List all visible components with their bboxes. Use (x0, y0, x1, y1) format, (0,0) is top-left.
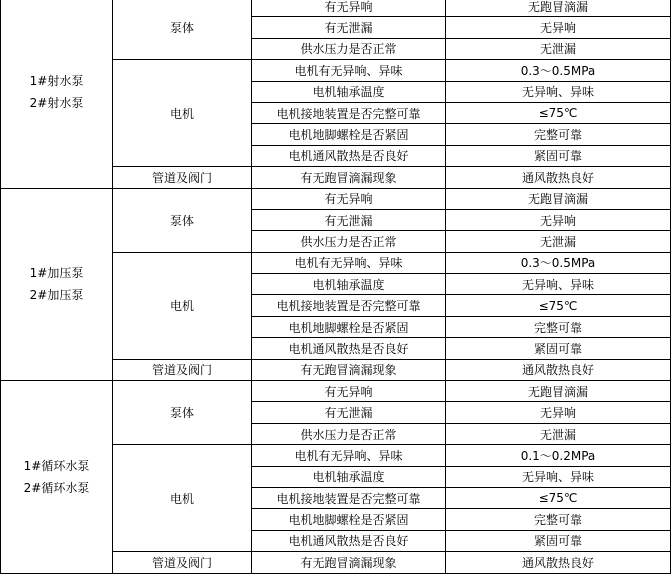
item-cell: 电机有无异响、异味 (252, 60, 446, 81)
equipment-cell (1, 0, 113, 188)
standard-cell: 无泄漏 (446, 231, 671, 252)
component-cell: 管道及阀门 (113, 167, 252, 188)
component-cell: 泵体 (113, 0, 252, 60)
item-cell: 供水压力是否正常 (252, 423, 446, 444)
equipment-label: 1#加压泵 (29, 266, 84, 281)
item-cell: 有无异响 (252, 188, 446, 209)
item-cell: 电机轴承温度 (252, 274, 446, 295)
equipment-label: 1#循环水泵 (23, 458, 90, 473)
standard-cell: 完整可靠 (446, 124, 671, 145)
standard-cell: 通风散热良好 (446, 359, 671, 380)
component-cell: 泵体 (113, 381, 252, 445)
table-row (1, 0, 671, 17)
item-cell: 电机接地装置是否完整可靠 (252, 102, 446, 123)
item-cell: 电机轴承温度 (252, 466, 446, 487)
equipment-cell (1, 188, 113, 381)
standard-cell: 紧固可靠 (446, 338, 671, 359)
item-cell: 电机轴承温度 (252, 81, 446, 102)
standard-cell: 无跑冒滴漏 (446, 188, 671, 209)
item-cell: 有无泄漏 (252, 17, 446, 38)
standard-cell: 无泄漏 (446, 38, 671, 59)
standard-cell: ≤75℃ (446, 487, 671, 508)
item-cell: 供水压力是否正常 (252, 231, 446, 252)
standard-cell: 无异响、异味 (446, 274, 671, 295)
standard-cell: 0.1～0.2MPa (446, 445, 671, 466)
item-cell: 电机通风散热是否良好 (252, 530, 446, 551)
equipment-label: 2#循环水泵 (23, 480, 90, 495)
standard-cell: 无异响 (446, 209, 671, 230)
equipment-cell (1, 381, 113, 574)
standard-cell: 通风散热良好 (446, 167, 671, 188)
standard-cell: 无异响、异味 (446, 466, 671, 487)
standard-cell: 紧固可靠 (446, 145, 671, 166)
item-cell: 电机通风散热是否良好 (252, 338, 446, 359)
standard-cell: 无异响 (446, 402, 671, 423)
standard-cell: 通风散热良好 (446, 552, 671, 573)
item-cell: 有无泄漏 (252, 402, 446, 423)
standard-cell: ≤75℃ (446, 295, 671, 316)
item-cell: 电机地脚螺栓是否紧固 (252, 316, 446, 337)
item-cell: 有无跑冒滴漏现象 (252, 552, 446, 573)
table-row (1, 381, 671, 402)
item-cell: 电机接地装置是否完整可靠 (252, 295, 446, 316)
standard-cell: 无跑冒滴漏 (446, 0, 671, 17)
equipment-label: 2#加压泵 (29, 288, 84, 303)
item-cell: 有无跑冒滴漏现象 (252, 167, 446, 188)
item-cell: 电机地脚螺栓是否紧固 (252, 124, 446, 145)
component-cell: 管道及阀门 (113, 359, 252, 380)
standard-cell: ≤75℃ (446, 102, 671, 123)
standard-cell: 完整可靠 (446, 316, 671, 337)
item-cell: 电机接地装置是否完整可靠 (252, 487, 446, 508)
component-cell: 电机 (113, 252, 252, 359)
standard-cell: 0.3～0.5MPa (446, 252, 671, 273)
standard-cell: 无异响、异味 (446, 81, 671, 102)
standard-cell: 无跑冒滴漏 (446, 381, 671, 402)
component-cell: 管道及阀门 (113, 552, 252, 573)
item-cell: 有无异响 (252, 381, 446, 402)
standard-cell: 完整可靠 (446, 509, 671, 530)
item-cell: 电机有无异响、异味 (252, 445, 446, 466)
component-cell: 电机 (113, 60, 252, 167)
item-cell: 有无异响 (252, 0, 446, 17)
equipment-label: 1#射水泵 (29, 73, 84, 88)
item-cell: 电机地脚螺栓是否紧固 (252, 509, 446, 530)
item-cell: 供水压力是否正常 (252, 38, 446, 59)
item-cell: 有无跑冒滴漏现象 (252, 359, 446, 380)
item-cell: 电机有无异响、异味 (252, 252, 446, 273)
table-row (1, 188, 671, 209)
item-cell: 有无泄漏 (252, 209, 446, 230)
standard-cell: 无泄漏 (446, 423, 671, 444)
component-cell: 电机 (113, 445, 252, 552)
standard-cell: 0.3～0.5MPa (446, 60, 671, 81)
component-cell: 泵体 (113, 188, 252, 252)
item-cell: 电机通风散热是否良好 (252, 145, 446, 166)
standard-cell: 紧固可靠 (446, 530, 671, 551)
equipment-label: 2#射水泵 (29, 95, 84, 110)
standard-cell: 无异响 (446, 17, 671, 38)
